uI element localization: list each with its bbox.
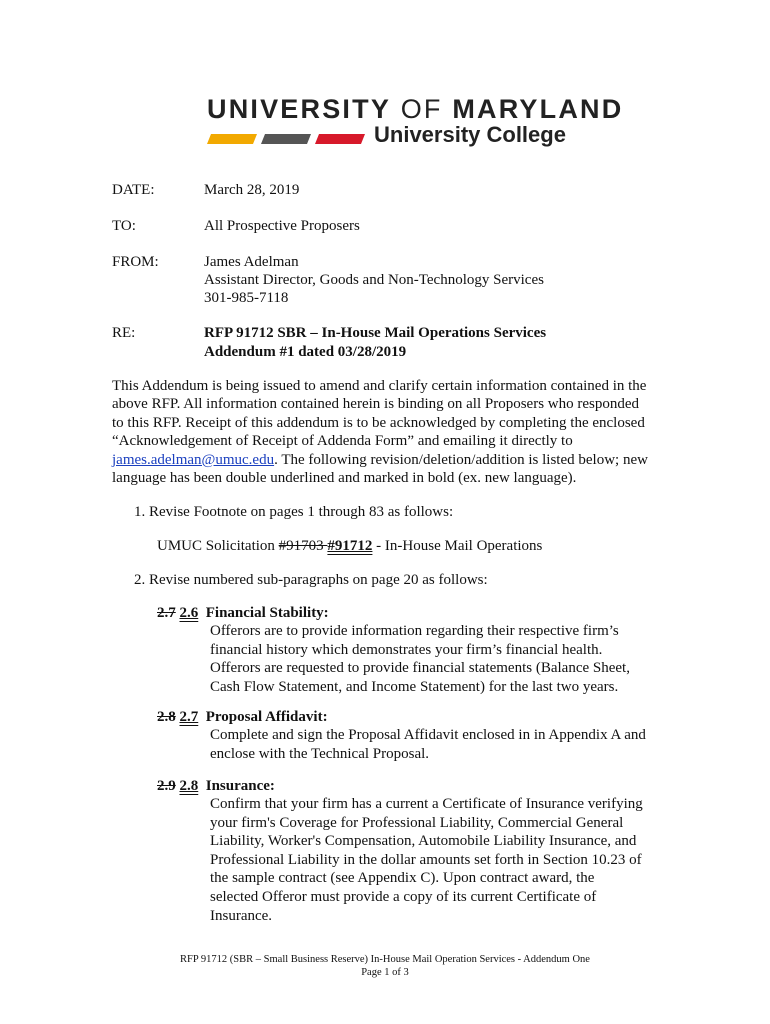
re-addendum: Addendum #1 dated 03/28/2019 xyxy=(204,344,407,360)
body-line: your firm's Coverage for Professional Liability, Commercial General xyxy=(210,814,624,831)
date-label: DATE: xyxy=(112,182,155,198)
intro-line: to this RFP. Receipt of this addendum is to be acknowledged by completing the enclosed xyxy=(112,414,645,431)
page-footer xyxy=(0,953,770,979)
intro-line: above RFP. All information contained herein is binding on all Proposers who responded xyxy=(112,396,640,413)
logo-stripes-icon xyxy=(207,134,367,144)
subparagraph-body xyxy=(210,795,643,925)
footnote-suffix: - In-House Mail Operations xyxy=(372,538,543,554)
subparagraph-heading xyxy=(157,777,275,796)
body-line: Insurance. xyxy=(210,907,273,924)
item-2-label: 2. Revise numbered sub-paragraphs on page 20 as follows: xyxy=(134,572,488,588)
subparagraph-title: Proposal Affidavit: xyxy=(205,709,328,725)
university-logo xyxy=(207,94,624,156)
old-number: 2.9 xyxy=(157,778,176,794)
logo-of: OF xyxy=(400,94,443,124)
from-phone: 301-985-7118 xyxy=(204,290,289,306)
intro-paragraph xyxy=(112,377,672,487)
body-line: Liability, Worker's Compensation, Automobile Liability Insurance, and xyxy=(210,833,637,850)
new-number: 2.8 xyxy=(179,778,199,794)
body-line: Offerors are requested to provide financial statements (Balance Sheet, xyxy=(210,660,630,677)
intro-line: This Addendum is being issued to amend and clarify certain information contained in the xyxy=(112,378,647,394)
to-label: TO: xyxy=(112,218,136,234)
from-label: FROM: xyxy=(112,254,159,270)
subparagraph-title: Financial Stability: xyxy=(205,605,329,621)
re-label: RE: xyxy=(112,325,136,341)
from-title: Assistant Director, Goods and Non-Technology Services xyxy=(204,272,544,288)
old-number: 2.7 xyxy=(157,605,176,621)
body-line: the sample contract (see Appendix C). Upon contract award, the xyxy=(210,870,595,887)
from-name: James Adelman xyxy=(204,254,299,270)
to-value: All Prospective Proposers xyxy=(204,218,360,234)
re-subject: RFP 91712 SBR – In-House Mail Operations Services xyxy=(204,325,547,341)
body-line: financial history which demonstrates your firm’s financial health. xyxy=(210,641,603,658)
subparagraph-body xyxy=(210,726,646,763)
subparagraph-title: Insurance: xyxy=(205,778,275,794)
intro-line xyxy=(112,451,672,469)
body-line: enclose with the Technical Proposal. xyxy=(210,745,430,762)
new-number: 2.6 xyxy=(179,605,199,621)
intro-line: “Acknowledgement of Receipt of Addenda Form” and emailing it directly to xyxy=(112,433,573,450)
intro-line-rest: . The following revision/deletion/addition is listed below; new xyxy=(274,451,648,468)
new-number: 2.7 xyxy=(179,709,199,725)
logo-college: University College xyxy=(374,122,566,147)
body-line: selected Offeror must provide a copy of its current Certificate of xyxy=(210,888,597,905)
body-line: Professional Liability in the dollar amounts set forth in Section 10.23 of xyxy=(210,851,642,868)
footnote-prefix: UMUC Solicitation xyxy=(157,538,279,554)
subparagraph-body xyxy=(210,622,630,696)
footer-title: RFP 91712 (SBR – Small Business Reserve) In-House Mail Operation Services - Addendum One xyxy=(180,954,590,965)
footnote-old-number: #91703 xyxy=(278,538,328,554)
date-value: March 28, 2019 xyxy=(204,182,300,198)
body-line: Cash Flow Statement, and Income Statement) for the last two years. xyxy=(210,678,619,695)
email-link[interactable]: james.adelman@umuc.edu xyxy=(112,451,275,468)
item-1-label: 1. Revise Footnote on pages 1 through 83 as follows: xyxy=(134,504,454,520)
footer-page-number: Page 1 of 3 xyxy=(361,967,409,978)
intro-line: language has been double underlined and marked in bold (ex. new language). xyxy=(112,470,577,487)
body-line: Confirm that your firm has a current a Certificate of Insurance verifying xyxy=(210,796,643,812)
logo-maryland: MARYLAND xyxy=(452,94,624,124)
item-1-footnote xyxy=(157,537,542,556)
old-number: 2.8 xyxy=(157,709,176,725)
logo-wordmark xyxy=(207,94,623,125)
subparagraph-heading xyxy=(157,604,329,623)
logo-university: UNIVERSITY xyxy=(207,94,392,124)
body-line: Offerors are to provide information regarding their respective firm’s xyxy=(210,623,619,639)
subparagraph-heading xyxy=(157,708,328,727)
body-line: Complete and sign the Proposal Affidavit enclosed in in Appendix A and xyxy=(210,727,646,743)
footnote-new-number: #91712 xyxy=(327,538,373,554)
